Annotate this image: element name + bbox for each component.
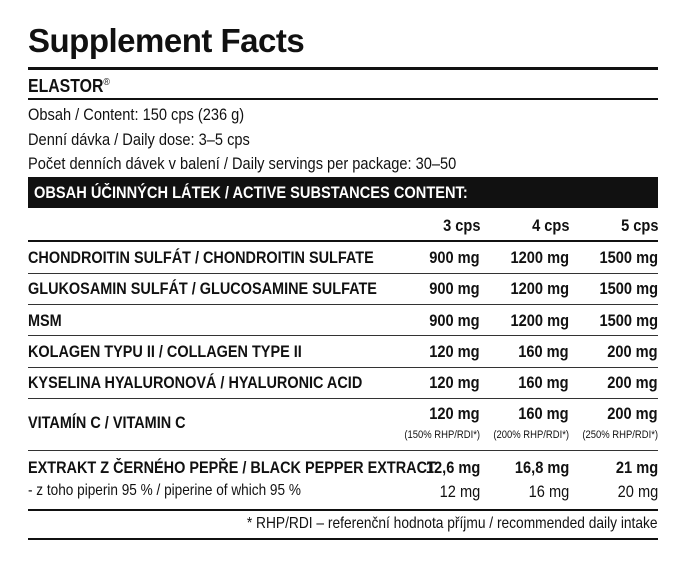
ingredient-value: 16,8 mg: [514, 458, 569, 477]
ingredient-value: 900 mg: [429, 311, 480, 330]
ingredient-value: 160 mg: [518, 373, 569, 392]
ingredient-value: 1200 mg: [510, 311, 569, 330]
row-divider: [28, 367, 658, 368]
product-rule: [28, 98, 658, 100]
header-rule: [28, 240, 658, 242]
info-daily-dose: Denní dávka / Daily dose: 3–5 cps: [28, 130, 250, 149]
ingredient-value: 900 mg: [429, 279, 480, 298]
info-servings: Počet denních dávek v balení / Daily servings per package: 30–50: [28, 154, 457, 173]
row-divider: [28, 335, 658, 336]
rdi-percent: (250% RHP/RDI*): [582, 429, 658, 441]
section-header: [28, 177, 658, 208]
ingredient-value: 160 mg: [518, 342, 569, 361]
ingredient-name: KYSELINA HYALURONOVÁ / HYALURONIC ACID: [28, 373, 363, 392]
ingredient-value: 1500 mg: [599, 279, 658, 298]
column-header: 4 cps: [531, 216, 569, 235]
section-header-text: OBSAH ÚČINNÝCH LÁTEK / ACTIVE SUBSTANCES CONTENT:: [34, 183, 468, 202]
ingredient-value: 160 mg: [518, 404, 569, 423]
rdi-percent: (200% RHP/RDI*): [493, 429, 569, 441]
row-divider: [28, 450, 658, 451]
ingredient-value: 1500 mg: [599, 311, 658, 330]
ingredient-subname: - z toho piperin 95 % / piperine of which 95 %: [28, 482, 301, 499]
ingredient-value: 1500 mg: [599, 248, 658, 267]
bottom-rule: [28, 509, 658, 511]
ingredient-name: MSM: [28, 311, 62, 330]
rdi-percent: (150% RHP/RDI*): [404, 429, 480, 441]
info-content: Obsah / Content: 150 cps (236 g): [28, 105, 245, 124]
product-name: [28, 76, 110, 97]
registered-mark: ®: [103, 77, 110, 88]
ingredient-subvalue: 12 mg: [439, 482, 480, 501]
product-name-text: ELASTOR: [28, 76, 104, 96]
ingredient-value: 200 mg: [607, 404, 658, 423]
row-divider: [28, 304, 658, 305]
ingredient-value: 1200 mg: [510, 279, 569, 298]
ingredient-value: 120 mg: [429, 342, 480, 361]
ingredient-subvalue: 20 mg: [617, 482, 658, 501]
ingredient-value: 200 mg: [607, 373, 658, 392]
ingredient-value: 21 mg: [615, 458, 658, 477]
ingredient-value: 12,6 mg: [425, 458, 480, 477]
column-header: 5 cps: [620, 216, 658, 235]
ingredient-value: 1200 mg: [510, 248, 569, 267]
ingredient-value: 120 mg: [429, 404, 480, 423]
footnote-rule: [28, 538, 658, 540]
column-header: 3 cps: [442, 216, 480, 235]
ingredient-name: VITAMÍN C / VITAMIN C: [28, 413, 186, 432]
footnote: * RHP/RDI – referenční hodnota příjmu / recommended daily intake: [247, 515, 658, 532]
row-divider: [28, 398, 658, 399]
ingredient-value: 200 mg: [607, 342, 658, 361]
title-rule: [28, 67, 658, 70]
ingredient-name: CHONDROITIN SULFÁT / CHONDROITIN SULFATE: [28, 248, 374, 267]
ingredient-subvalue: 16 mg: [528, 482, 569, 501]
panel-title: Supplement Facts: [28, 22, 305, 59]
ingredient-name: GLUKOSAMIN SULFÁT / GLUCOSAMINE SULFATE: [28, 279, 377, 298]
row-divider: [28, 273, 658, 274]
ingredient-value: 120 mg: [429, 373, 480, 392]
ingredient-name: EXTRAKT Z ČERNÉHO PEPŘE / BLACK PEPPER EXTRACT: [28, 458, 436, 477]
ingredient-value: 900 mg: [429, 248, 480, 267]
ingredient-name: KOLAGEN TYPU II / COLLAGEN TYPE II: [28, 342, 302, 361]
